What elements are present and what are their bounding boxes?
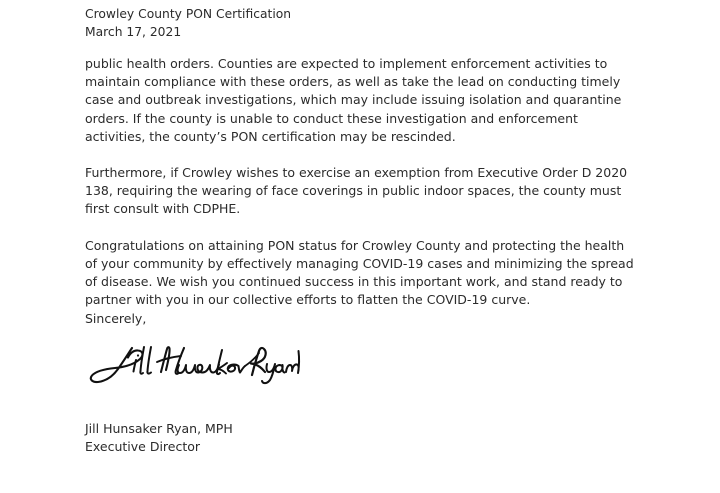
signer-name: Jill Hunsaker Ryan, MPH [85, 420, 233, 436]
letter-body [85, 6, 637, 456]
letter-content [85, 55, 637, 309]
paragraph-3: Congratulations on attaining PON status for Crowley County and protecting the health of your community by effectively managing COVID-19 cases and minimizing the spread of disease. We wish you continued success in this important work, and stand ready to partner with you in our collective efforts to flatten the COVID-19 curve. [85, 237, 634, 308]
closing-salutation: Sincerely, [85, 311, 147, 327]
paragraph-2: Furthermore, if Crowley wishes to exercise an exemption from Executive Order D 2020 138, requiring the wearing of face coverings in public indoor spaces, the county must first consult with CDPHE. [85, 165, 628, 217]
document-date: March 17, 2021 [85, 24, 182, 39]
letter-header [85, 6, 637, 41]
paragraph-1: public health orders. Counties are expected to implement enforcement activities to maintain compliance with these orders, as well as take the lead on conducting timely case and outbreak investigations, which may include issuing isolation and quarantine orders. If the county is unable to conduct these investigation and enforcement activities, the county’s PON certification may be rescinded. [85, 56, 622, 144]
signer-title: Executive Director [85, 438, 201, 454]
handwritten-signature-icon [86, 342, 301, 388]
document-title: Crowley County PON Certification [85, 7, 292, 21]
signature-block [85, 420, 637, 456]
